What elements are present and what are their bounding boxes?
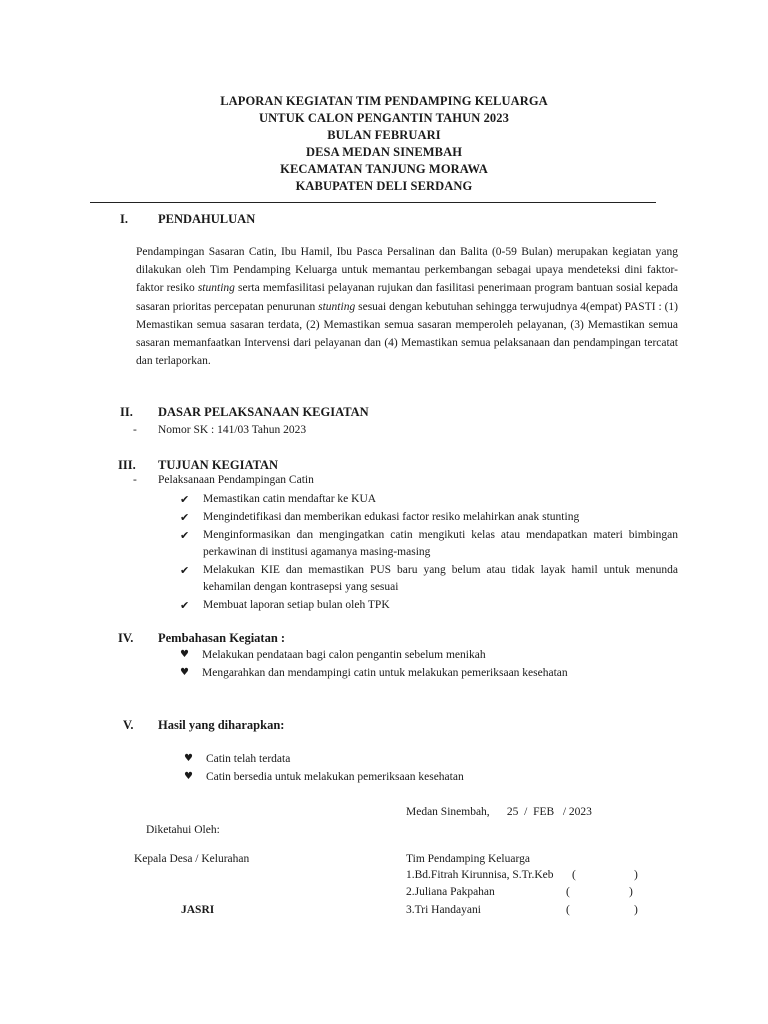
section-3-title: TUJUAN KEGIATAN: [158, 458, 279, 472]
checkmark-icon: ✔: [180, 529, 190, 542]
section-4-title: Pembahasan Kegiatan :: [158, 631, 286, 645]
section-5-number: V.: [123, 718, 134, 732]
member-sign-open: (: [566, 886, 570, 898]
check-item: ✔ Menginformasikan dan mengingatkan catin mengikuti kelas atau mendapatkan materi bimbingan perkawinan di institusi agamanya masing-masing: [180, 529, 678, 558]
member-name: 2.Juliana Pakpahan: [406, 886, 495, 898]
check-item: ✔ Mengindetifikasi dan memberikan edukasi factor resiko melahirkan anak stunting: [180, 511, 580, 524]
title-line-2: UNTUK CALON PENGANTIN TAHUN 2023: [259, 111, 509, 125]
checkmark-icon: ✔: [180, 599, 190, 612]
section-5-title: Hasil yang diharapkan:: [158, 718, 285, 732]
section-4-number: IV.: [118, 631, 134, 645]
checkmark-icon: ✔: [180, 493, 190, 506]
section-3-subtitle: Pelaksanaan Pendampingan Catin: [158, 474, 314, 486]
member-sign-close: ): [634, 904, 638, 916]
member-name: 3.Tri Handayani: [406, 904, 481, 916]
section-1-number: I.: [120, 212, 128, 226]
member-sign-close: ): [634, 869, 638, 881]
section-2-title: DASAR PELAKSANAAN KEGIATAN: [158, 405, 369, 419]
place-date: Medan Sinembah, 25 / FEB / 2023: [406, 806, 592, 818]
checkmark-icon: ✔: [180, 564, 190, 577]
section-1-paragraph: Pendampingan Sasaran Catin, Ibu Hamil, Ibu Pasca Persalinan dan Balita (0-59 Bulan) merupakan kegiatan yang dilakukan oleh Tim Pendamping Keluarga untuk memantau perkembangan sebagai upaya mendeteksi dini faktor-faktor resiko stunting serta memfasilitasi pelayanan rujukan dan fasilitasi penerimaan program bantuan sosial kepada sasaran prioritas percepatan penurunan stunting sesuai dengan kebutuhan sehingga terwujudnya 4(empat) PASTI : (1) Memastikan semua sasaran terdata, (2) Memastikan semua sasaran memperoleh pelayanan, (3) Memastikan semua sasaran memanfaatkan Intervensi dari pelayanan dan (4) Memastikan semua pelaksanaan dan pendampingan tercatat dan terlaporkan.: [136, 246, 678, 368]
title-line-6: KABUPATEN DELI SERDANG: [295, 179, 473, 193]
member-name: 1.Bd.Fitrah Kirunnisa, S.Tr.Keb: [406, 869, 554, 881]
check-item: ✔ Memastikan catin mendaftar ke KUA: [180, 493, 377, 506]
sk-number: Nomor SK : 141/03 Tahun 2023: [158, 424, 307, 436]
report-page: LAPORAN KEGIATAN TIM PENDAMPING KELUARGA UNTUK CALON PENGANTIN TAHUN 2023 BULAN FEBRUARI DESA MEDAN SINEMBAH KECAMATAN TANJUNG MORAWA KABUPATEN DELI SERDANG I. PENDAHULUAN Pendampingan Sasaran Catin, Ibu Hamil, Ibu Pasca Persalinan dan Balita (0-59 Bulan) merupakan kegiatan yang dilakukan oleh Tim Pendamping Keluarga untuk memantau perkembangan sebagai upaya mendeteksi dini faktor-faktor resiko stunting serta memfasilitasi pelayanan rujukan dan fasilitasi penerimaan program bantuan sosial kepada sasaran prioritas percepatan penurunan stunting sesuai dengan kebutuhan sehingga terwujudnya 4(empat) PASTI : (1) Memastikan semua sasaran terdata, (2) Memastikan semua sasaran memperoleh pelayanan, (3) Memastikan semua sasaran memanfaatkan Intervensi dari pelayanan dan (4) Memastikan semua pelaksanaan dan pendampingan tercatat dan terlaporkan. II. DASAR PELAKSANAAN KEGIATAN - Nomor SK : 141/03 Tahun 2023 III. TUJUAN KEGIATAN - Pelaksanaan Pendampingan Catin ✔ Memastikan catin mendaftar ke KUA ✔ Mengindetifikasi dan memberikan edukasi factor resiko melahirkan anak stunting ✔ Menginformasikan dan mengingatkan catin mengikuti kelas atau mendapatkan materi bimbingan perkawinan di institusi agamanya masing-masing ✔ Melakukan KIE dan memastikan PUS baru yang belum atau tidak layak hamil untuk menunda kehamilan dengan kontrasepsi yang sesuai ✔ Membuat laporan setiap bulan oleh TPK IV. Pembahasan Kegiatan : ♥ Melakukan pendataan bagi calon pengantin sebelum menikah ♥ Mengarahkan dan mendampingi catin untuk melakukan pemeriksaan kesehatan V. Hasil yang diharapkan: ♥ Catin telah terdata ♥ Catin bersedia untuk melakukan pemeriksaan kesehatan Medan Sinembah, 25 / FEB / 2023 Diketahui Oleh: Kepala Desa / Kelurahan Tim Pendamping Keluarga 1.Bd.Fitrah Kirunnisa, S.Tr.Keb ( ) 2.Juliana Pakpahan ( ) JASRI 3.Tri Handayani ( ): [0, 0, 768, 1024]
village-head-title: Kepala Desa / Kelurahan: [134, 853, 250, 865]
tpk-title: Tim Pendamping Keluarga: [406, 853, 530, 865]
section-2-number: II.: [120, 405, 133, 419]
title-line-5: KECAMATAN TANJUNG MORAWA: [280, 162, 488, 176]
title-line-4: DESA MEDAN SINEMBAH: [305, 145, 463, 159]
known-by-label: Diketahui Oleh:: [146, 824, 220, 836]
heart-icon: ♥: [180, 649, 189, 660]
title-line-1: LAPORAN KEGIATAN TIM PENDAMPING KELUARGA: [220, 94, 548, 108]
dash-marker: -: [133, 424, 137, 436]
report-title: [0, 93, 768, 195]
heart-icon: ♥: [184, 771, 193, 782]
title-divider: [90, 202, 656, 203]
section-1-title: PENDAHULUAN: [158, 212, 256, 226]
dash-marker: -: [133, 474, 137, 486]
member-sign-open: (: [566, 904, 570, 916]
heart-icon: ♥: [180, 667, 189, 678]
member-sign-open: (: [572, 869, 576, 881]
section-3-number: III.: [118, 458, 136, 472]
title-line-3: BULAN FEBRUARI: [327, 128, 441, 142]
check-item: ✔ Membuat laporan setiap bulan oleh TPK: [180, 599, 390, 612]
member-sign-close: ): [629, 886, 633, 898]
village-head-name: JASRI: [181, 904, 215, 916]
check-item: ✔ Melakukan KIE dan memastikan PUS baru yang belum atau tidak layak hamil untuk menunda kehamilan dengan kontrasepsi yang sesuai: [180, 564, 678, 593]
heart-icon: ♥: [184, 753, 193, 764]
checkmark-icon: ✔: [180, 511, 190, 524]
